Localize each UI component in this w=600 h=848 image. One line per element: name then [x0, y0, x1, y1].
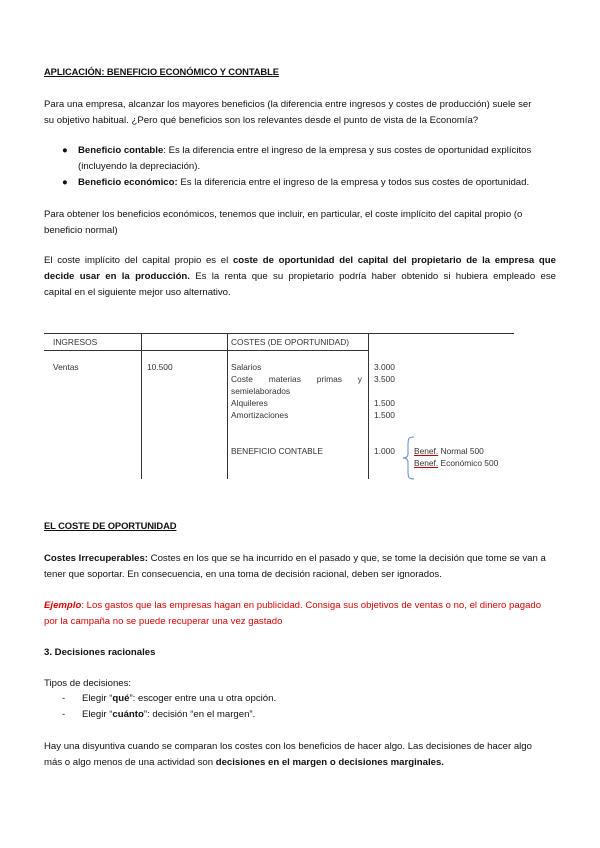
example-line-1 [44, 598, 541, 614]
para3-line-2 [44, 269, 556, 285]
tipos-text-a: Elegir “ [82, 693, 113, 704]
bullet-text [78, 143, 531, 159]
final-line-2 [44, 755, 444, 771]
para3-line-1 [44, 253, 556, 269]
table-cost-label: Alquileres [231, 398, 268, 408]
para3-text: Es la renta que su propietario podría haber obtenido si hubiera empleado ese [189, 271, 556, 282]
bullet-dot: ● [62, 145, 68, 156]
tipos-text [82, 691, 276, 707]
tipos-text-b: cuánto [112, 709, 144, 720]
para2-line-2: beneficio normal) [44, 225, 118, 236]
table-income-label: Ventas [53, 362, 79, 372]
table-cost-value: 3.500 [374, 374, 395, 384]
para2-line-1: Para obtener los beneficios económicos, tenemos que incluir, en particular, el coste implícito del capital propio (o [44, 209, 523, 220]
para3-bold: coste de oportunidad del capital del propietario de la empresa que [232, 255, 556, 266]
table-cost-label: Amortizaciones [231, 410, 289, 420]
decisions-title: 3. Decisiones racionales [44, 647, 156, 658]
bullet-desc: : Es la diferencia entre el ingreso de la empresa y sus costes de oportunidad explícitos [163, 145, 532, 156]
example-text: : Los gastos que las empresas hagan en publicidad. Consiga sus objetivos de ventas o no, el dinero pagado [81, 600, 542, 611]
table-border-top [44, 333, 514, 334]
table-cost-label: Coste materias primas y [231, 374, 362, 384]
para3-bold: decide usar en la producción. [44, 271, 190, 282]
table-col-line [227, 333, 228, 479]
bullet-text [78, 175, 529, 191]
table-profit-label: BENEFICIO CONTABLE [231, 446, 323, 456]
final-text: más o algo menos de una actividad son [44, 757, 216, 768]
dash-marker: - [62, 709, 66, 720]
table-note-normal [414, 445, 484, 457]
table-header-border [44, 350, 368, 351]
table-cost-value: 1.500 [374, 398, 395, 408]
table-cost-label: Salarios [231, 362, 262, 372]
section-title-beneficio: APLICACIÓN: BENEFICIO ECONÓMICO Y CONTABLE [44, 66, 279, 77]
tipos-text-a: Elegir “ [82, 709, 113, 720]
note-text: Normal 500 [438, 446, 484, 456]
para3-line-3: capital en el siguiente mejor uso alternativo. [44, 287, 231, 298]
accounting-table [44, 333, 514, 479]
note-abbr: Benef. [414, 458, 439, 468]
table-income-value: 10.500 [147, 362, 173, 372]
tipos-item-cuanto [62, 707, 276, 723]
table-col-line [368, 333, 369, 479]
final-bold: decisiones en el margen o decisiones marginales. [215, 757, 444, 768]
tipos-text-b: qué [112, 693, 130, 704]
bullet-dot: ● [62, 177, 68, 188]
costes-line-1 [44, 551, 546, 567]
example-line-2: por la campaña no se puede recuperar una vez gastado [44, 616, 283, 627]
bullet-desc-cont: (incluyendo la depreciación). [78, 161, 201, 172]
bullet-item-economico [62, 175, 562, 191]
example-term: Ejemplo [44, 600, 82, 611]
table-col-line [141, 333, 142, 479]
table-header-costes: COSTES (DE OPORTUNIDAD) [231, 337, 350, 347]
table-profit-value: 1.000 [374, 446, 395, 456]
bullet-list [62, 143, 562, 191]
table-cost-value: 1.500 [374, 410, 395, 420]
tipos-item-que [62, 691, 276, 707]
bullet-continuation [62, 159, 562, 175]
intro-line-1: Para una empresa, alcanzar los mayores beneficios (la diferencia entre ingresos y costes de producción) suele ser [44, 99, 532, 110]
table-cost-label: semielaborados [231, 386, 291, 396]
bullet-item-contable [62, 143, 562, 159]
intro-line-2: su objetivo habitual. ¿Pero qué beneficios son los relevantes desde el punto de vista de la Economía? [44, 115, 479, 126]
table-cost-value: 3.000 [374, 362, 395, 372]
tipos-text-c: ”: escoger entre una u otra opción. [129, 693, 277, 704]
note-text: Económico 500 [438, 458, 499, 468]
bullet-desc: Es la diferencia entre el ingreso de la empresa y todos sus costes de oportunidad. [177, 177, 530, 188]
tipos-label: Tipos de decisiones: [44, 678, 132, 689]
tipos-text [82, 707, 255, 723]
tipos-text-c: ”: decisión “en el margen”. [143, 709, 256, 720]
costes-term: Costes Irrecuperables: [44, 553, 148, 564]
costes-text: Costes en los que se ha incurrido en el pasado y que, se tome la decisión que tome se van a [147, 553, 546, 564]
tipos-list [62, 691, 276, 723]
para3-text: El coste implícito del capital propio es el [44, 255, 233, 266]
section-title-coste-oportunidad: EL COSTE DE OPORTUNIDAD [44, 520, 177, 531]
bullet-term: Beneficio económico: [78, 177, 178, 188]
costes-line-2: tener que soportar. En consecuencia, en una toma de decisión racional, deben ser ignorados. [44, 569, 442, 580]
final-line-1: Hay una disyuntiva cuando se comparan los costes con los beneficios de hacer algo. Las decisiones de hacer algo [44, 741, 532, 752]
table-header-ingresos: INGRESOS [53, 337, 98, 347]
dash-marker: - [62, 693, 66, 704]
table-note-economico [414, 457, 498, 469]
bullet-term: Beneficio contable [78, 145, 164, 156]
note-abbr: Benef. [414, 446, 439, 456]
